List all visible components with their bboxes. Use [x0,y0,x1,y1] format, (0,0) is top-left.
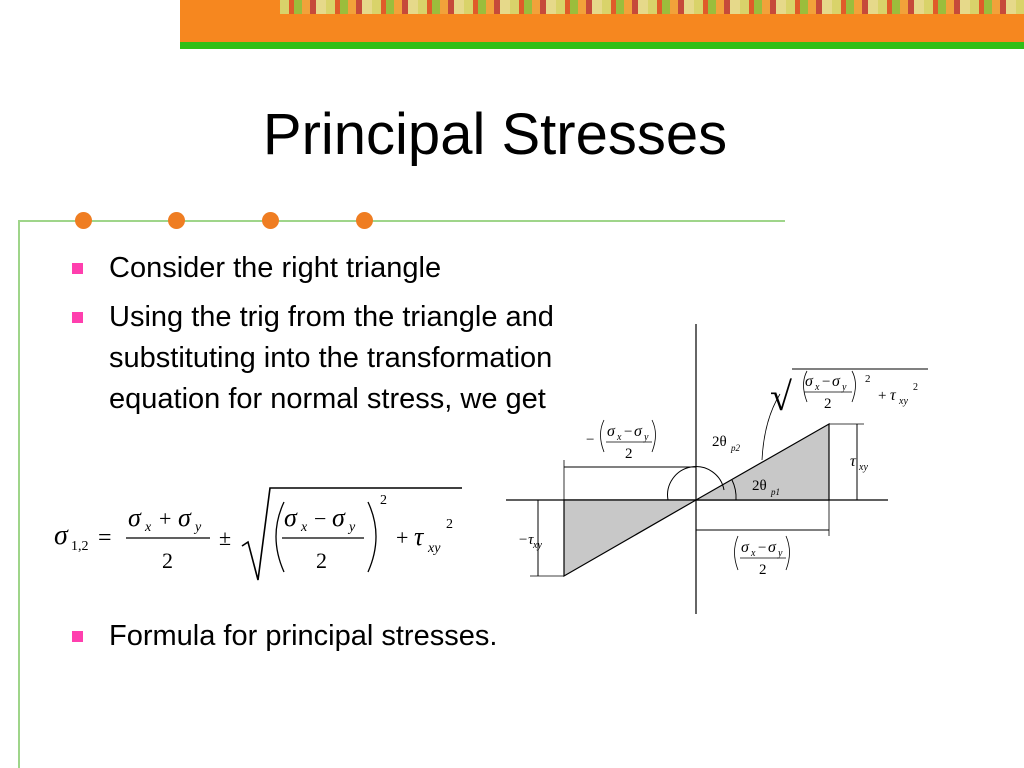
top-sigma-x: σ [805,373,813,390]
inner-sub-x: x [301,520,308,535]
tau-label-sub: xy [859,462,868,473]
equals-sign: = [98,525,112,551]
left-sigma-x: σ [607,423,615,440]
floral-strip [280,0,1024,14]
bottom-label-rparen [786,536,790,570]
left-sigma-y: σ [634,423,642,440]
top-exp: 2 [865,373,871,385]
top-plus: + [878,388,887,404]
lower-triangle [564,500,696,576]
left-label-rparen [652,420,656,452]
inner-sigma-y: σ [332,503,345,532]
bullet-text: Formula for principal stresses. [109,620,498,652]
neg-tau-label: −τ [518,532,534,548]
bottom-sigma-x: σ [741,539,749,556]
two-theta-p1: 2θ [752,478,767,494]
left-label-lparen [601,420,605,452]
principal-stress-formula [52,482,472,582]
bottom-sub-y: y [778,548,783,559]
neg-tau-label-sub: xy [533,540,542,551]
left-sub-y: y [644,432,649,443]
bottom-sigma-y: σ [768,539,776,556]
left-den: 2 [625,446,633,462]
bullet-text: Using the trig from the triangle and substituting into the transformation equation for normal stress, we get [109,301,554,415]
left-paren [276,502,284,572]
num-sub-x: x [145,520,152,535]
decor-dot [75,212,92,229]
inner-minus: − [314,506,327,531]
num-sub-y: y [195,520,202,535]
tau-label: τ [850,453,856,470]
tau-symbol: τ [414,522,424,551]
tau-plus: + [396,525,409,550]
bullet-text: Consider the right triangle [109,252,442,284]
bullet-item [72,248,582,289]
slide-title: Principal Stresses [262,102,728,167]
decor-dot [168,212,185,229]
theta-p1-sub: p1 [771,487,780,497]
top-sub-x: x [815,382,820,393]
top-right-paren [852,371,856,402]
bottom-sub-x: x [751,548,756,559]
top-radical: √ [770,374,792,419]
top-tau: τ [890,387,896,404]
inner-sub-y: y [349,520,356,535]
top-minus: − [822,374,831,390]
tau-subscript: xy [428,541,441,556]
top-tau-sub: xy [899,396,908,407]
num-sigma-x: σ [128,503,141,532]
left-minus: − [624,424,633,440]
num-plus: + [159,506,172,531]
lhs-subscript: 1,2 [71,539,89,554]
decor-dot [356,212,373,229]
frame-line-horizontal [18,220,785,222]
top-sub-y: y [842,382,847,393]
num-sigma-y: σ [178,503,191,532]
top-banner [180,0,1024,42]
left-sub-x: x [617,432,622,443]
bottom-label-lparen [735,536,739,570]
denominator-2: 2 [316,548,327,573]
bullet-square-icon [72,631,83,642]
plus-minus: ± [219,525,232,550]
tau-exponent: 2 [446,517,453,532]
right-paren [368,502,376,572]
two-theta-p2: 2θ [712,434,727,450]
top-green-stripe [180,42,1024,49]
principal-angle-diagram [500,320,940,620]
top-den: 2 [824,396,832,412]
paren-exponent: 2 [380,493,387,508]
denominator-1: 2 [162,548,173,573]
left-neg: − [586,432,595,448]
frame-line-vertical [18,220,20,768]
bullet-square-icon [72,263,83,274]
top-tau-exp: 2 [913,382,918,393]
bullet-item [72,616,497,657]
top-sigma-y: σ [832,373,840,390]
bottom-den: 2 [759,562,767,578]
inner-sigma-x: σ [284,503,297,532]
bullet-square-icon [72,312,83,323]
decor-dot [262,212,279,229]
theta-p2-sub: p2 [731,443,740,453]
bullet-list-bottom [72,616,497,657]
bottom-minus: − [758,540,767,556]
lhs-sigma: σ [54,520,68,551]
